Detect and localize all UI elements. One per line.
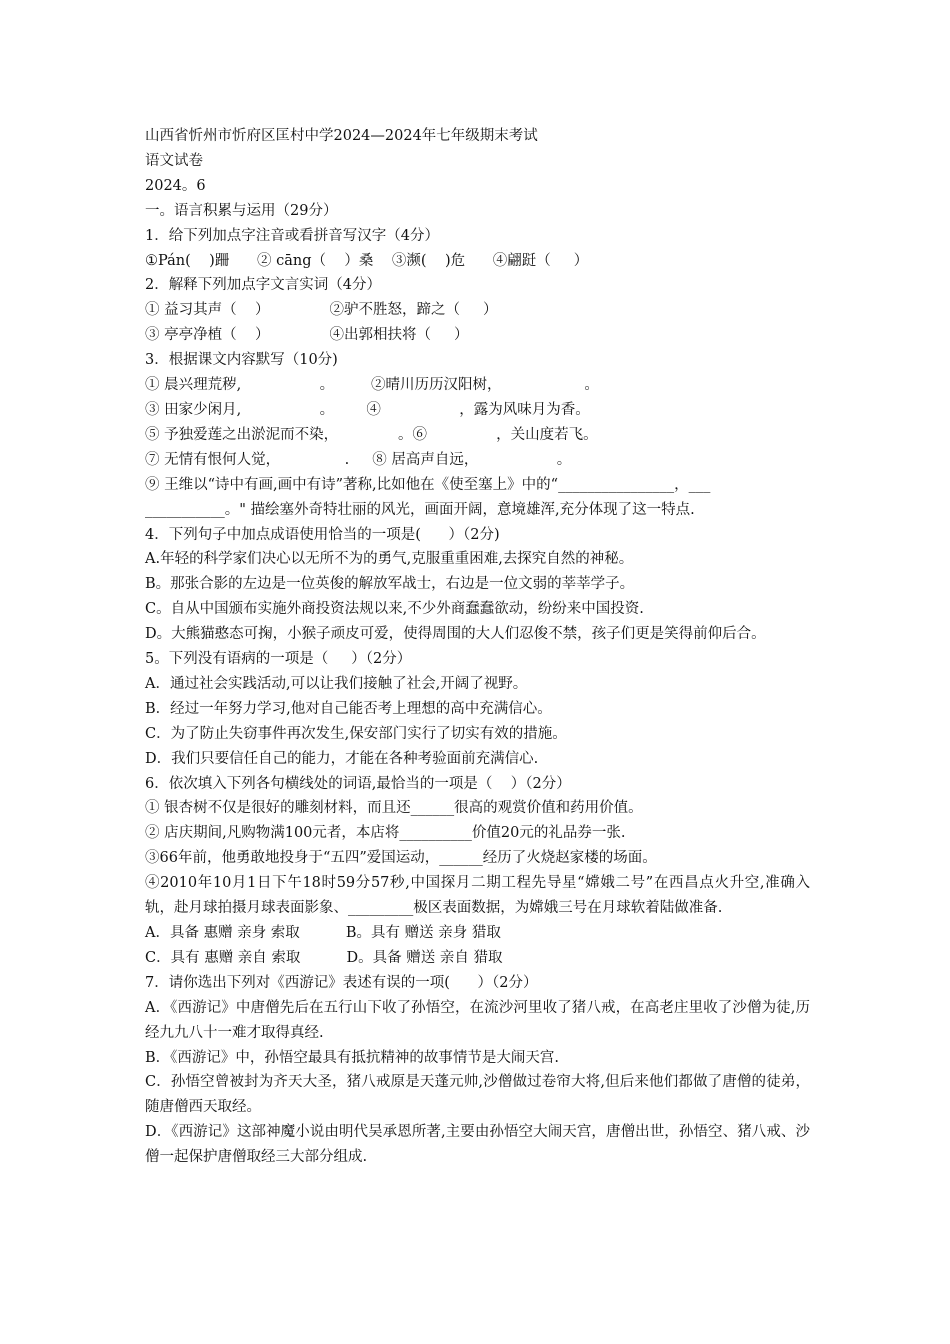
question-3-line: ___________。" 描绘塞外奇特壮丽的风光，画面开阔，意境雄浑,充分体现了这一特点.	[145, 501, 695, 518]
exam-date: 2024。6	[145, 177, 206, 194]
question-4-option-c: C。自从中国颁布实施外商投资法规以来,不少外商蠢蠢欲动，纷纷来中国投资.	[145, 601, 644, 618]
question-4-option-d: D。大熊猫憨态可掬，小猴子顽皮可爱，使得周围的大人们忍俊不禁，孩子们更是笑得前仰后合。	[145, 626, 766, 643]
question-5-stem: 5。下列没有语病的一项是（ ）（2分）	[145, 651, 412, 668]
question-7-option-c: C．孙悟空曾被封为齐天大圣，猪八戒原是天蓬元帅,沙僧做过卷帘大将,但后来他们都做了唐僧的徒弟，随唐僧西天取经。	[145, 1074, 810, 1116]
exam-title: 山西省忻州市忻府区匡村中学2024—2024年七年级期末考试	[145, 128, 538, 144]
question-7-option-b: B．《西游记》中，孙悟空最具有抵抗精神的故事情节是大闹天宫.	[145, 1049, 560, 1066]
question-5-option-d: D．我们只要信任自己的能力，才能在各种考验面前充满信心.	[145, 750, 539, 767]
question-1-stem: 1．给下列加点字注音或看拼音写汉字（4分）	[145, 227, 439, 244]
section-heading: 一。语言积累与运用（29分）	[145, 202, 338, 219]
question-5-option-b: B．经过一年努力学习,他对自己能否考上理想的高中充满信心。	[145, 700, 552, 717]
question-3-line: ③ 田家少闲月, 。 ④ ，露为风味月为香。	[145, 401, 590, 418]
question-3-line: ① 晨兴理荒秽, 。 ②晴川历历汉阳树， 。	[145, 377, 599, 394]
question-4-option-b: B。那张合影的左边是一位英俊的解放军战士，右边是一位文弱的莘莘学子。	[145, 576, 635, 593]
question-3-line: ⑦ 无情有恨何人觉， . ⑧ 居高声自远， 。	[145, 451, 572, 468]
question-4-option-a: A.年轻的科学家们决心以无所不为的勇气,克服重重困难,去探究自然的神秘。	[145, 551, 634, 568]
question-6-options: A．具备 惠赠 亲身 索取 B。具有 赠送 亲身 猎取	[145, 925, 501, 941]
question-3-line: ⑨ 王维以“诗中有画,画中有诗”著称,比如他在《使至塞上》中的“________________，___	[145, 476, 711, 493]
question-7-option-a: A．《西游记》中唐僧先后在五行山下收了孙悟空，在流沙河里收了猪八戒，在高老庄里收了沙僧为徒,历经九九八十一难才取得真经.	[145, 999, 810, 1041]
question-6-sentence: ④2010年10月1日下午18时59分57秒,中国探月二期工程先导星“嫦娥二号”在西昌点火升空,准确入轨，赴月球拍摄月球表面影象、_________极区表面数据，为嫦娥三号在月球软着陆做准备.	[145, 875, 810, 917]
question-7-stem: 7．请你选出下列对《西游记》表述有误的一项( ）（2分）	[145, 974, 538, 991]
question-6-stem: 6．依次填入下列各句横线处的词语,最恰当的一项是（ ）（2分）	[145, 775, 571, 792]
question-7-option-d: D．《西游记》这部神魔小说由明代吴承恩所著,主要由孙悟空大闹天宫，唐僧出世，孙悟空、猪八戒、沙僧一起保护唐僧取经三大部分组成.	[145, 1124, 810, 1166]
question-5-option-c: C．为了防止失窃事件再次发生,保安部门实行了切实有效的措施。	[145, 725, 567, 742]
question-1-items: ①Pán( )跚 ② cāng（ ）桑 ③濒( )危 ④翩跹（ ）	[145, 252, 589, 269]
question-4-stem: 4．下列句子中加点成语使用恰当的一项是( ）（2分)	[145, 526, 500, 543]
question-6-sentence: ① 银杏树不仅是很好的雕刻材料，而且还______很高的观赏价值和药用价值。	[145, 800, 643, 817]
question-6-sentence: ② 店庆期间,凡购物满100元者，本店将__________价值20元的礼品券一张.	[145, 825, 626, 842]
question-6-sentence: ③66年前，他勇敢地投身于“五四”爱国运动，______经历了火烧赵家楼的场面。	[145, 850, 657, 867]
question-3-stem: 3．根据课文内容默写（10分)	[145, 352, 338, 369]
question-6-options: C．具有 惠赠 亲自 索取 D。具备 赠送 亲自 猎取	[145, 949, 503, 966]
exam-document	[145, 124, 810, 1170]
question-2-row: ③ 亭亭净植（ ） ④出郭相扶将（ ）	[145, 327, 469, 344]
question-5-option-a: A．通过社会实践活动,可以让我们接触了社会,开阔了视野。	[145, 675, 528, 692]
question-3-line: ⑤ 予独爱莲之出淤泥而不染， 。⑥ ，关山度若飞。	[145, 426, 598, 443]
question-2-stem: 2．解释下列加点字文言实词（4分）	[145, 277, 381, 294]
question-2-row: ① 益习其声（ ） ②驴不胜怒，蹄之（ ）	[145, 302, 498, 319]
exam-subtitle: 语文试卷	[145, 152, 203, 169]
